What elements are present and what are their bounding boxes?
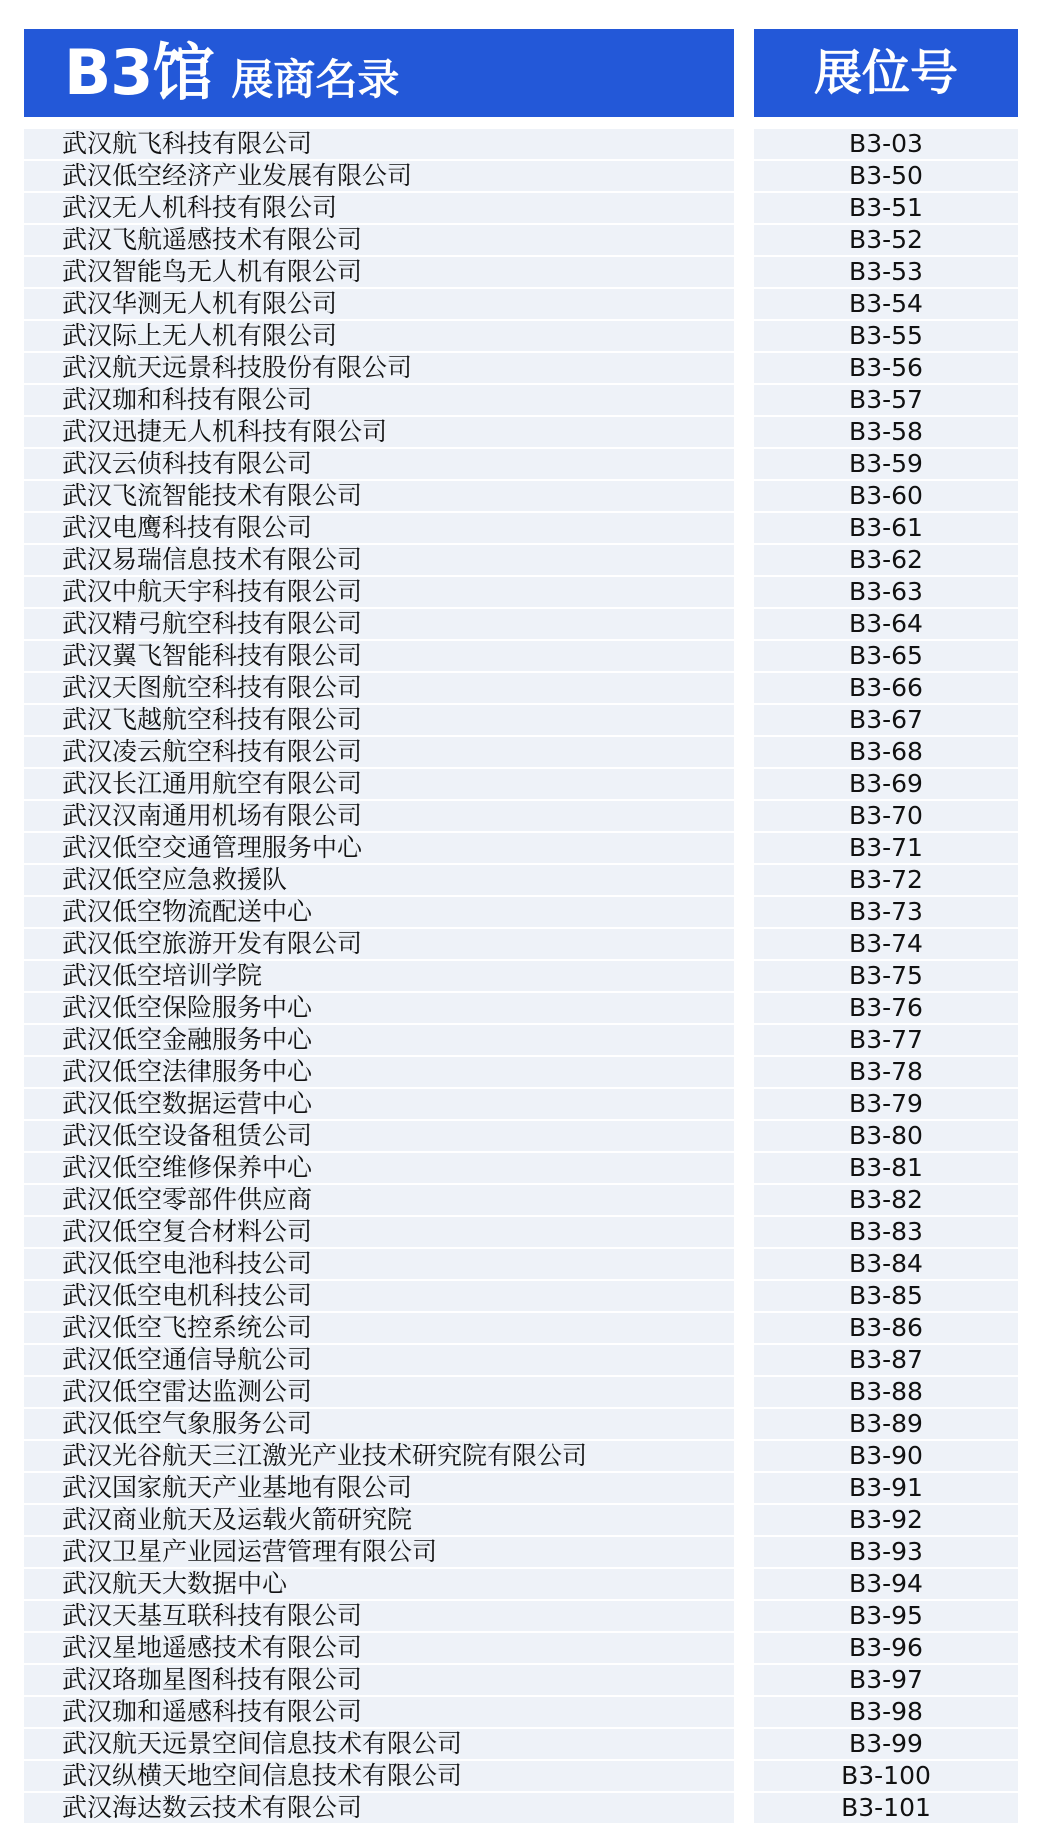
exhibitor-name: 武汉低空培训学院 — [24, 961, 734, 991]
booth-number: B3-60 — [754, 481, 1018, 511]
booth-number: B3-81 — [754, 1153, 1018, 1183]
exhibitor-name: 武汉低空法律服务中心 — [24, 1057, 734, 1087]
exhibitor-name: 武汉航天大数据中心 — [24, 1569, 734, 1599]
exhibitor-name: 武汉华测无人机有限公司 — [24, 289, 734, 319]
booth-number: B3-100 — [754, 1761, 1018, 1791]
exhibitor-name: 武汉飞越航空科技有限公司 — [24, 705, 734, 735]
exhibitor-name: 武汉际上无人机有限公司 — [24, 321, 734, 351]
table-row — [0, 1537, 1047, 1569]
table-row — [0, 513, 1047, 545]
table-row — [0, 929, 1047, 961]
table-row — [0, 673, 1047, 705]
booth-number: B3-74 — [754, 929, 1018, 959]
table-row — [0, 1185, 1047, 1217]
table-row — [0, 353, 1047, 385]
exhibitor-name: 武汉天基互联科技有限公司 — [24, 1601, 734, 1631]
booth-number: B3-95 — [754, 1601, 1018, 1631]
table-row — [0, 1409, 1047, 1441]
table-row — [0, 1057, 1047, 1089]
table-row — [0, 1473, 1047, 1505]
exhibitor-name: 武汉飞流智能技术有限公司 — [24, 481, 734, 511]
booth-number: B3-73 — [754, 897, 1018, 927]
table-row — [0, 1313, 1047, 1345]
exhibitor-name: 武汉光谷航天三江激光产业技术研究院有限公司 — [24, 1441, 734, 1471]
booth-number: B3-101 — [754, 1793, 1018, 1823]
table-row — [0, 289, 1047, 321]
booth-number: B3-83 — [754, 1217, 1018, 1247]
booth-number: B3-82 — [754, 1185, 1018, 1215]
exhibitor-name: 武汉低空维修保养中心 — [24, 1153, 734, 1183]
table-row — [0, 1697, 1047, 1729]
booth-number: B3-94 — [754, 1569, 1018, 1599]
table-row — [0, 1089, 1047, 1121]
table-row — [0, 865, 1047, 897]
booth-number: B3-84 — [754, 1249, 1018, 1279]
booth-number: B3-54 — [754, 289, 1018, 319]
table-row — [0, 417, 1047, 449]
table-row — [0, 545, 1047, 577]
table-row — [0, 897, 1047, 929]
booth-number: B3-75 — [754, 961, 1018, 991]
exhibitor-name: 武汉无人机科技有限公司 — [24, 193, 734, 223]
exhibitor-name: 武汉低空雷达监测公司 — [24, 1377, 734, 1407]
table-row — [0, 1121, 1047, 1153]
exhibitor-name: 武汉珈和遥感科技有限公司 — [24, 1697, 734, 1727]
table-row — [0, 1601, 1047, 1633]
booth-number: B3-97 — [754, 1665, 1018, 1695]
directory-subtitle: 展商名录 — [231, 55, 400, 104]
booth-number: B3-79 — [754, 1089, 1018, 1119]
booth-number: B3-77 — [754, 1025, 1018, 1055]
exhibitor-name: 武汉纵横天地空间信息技术有限公司 — [24, 1761, 734, 1791]
table-row — [0, 1665, 1047, 1697]
booth-number: B3-68 — [754, 737, 1018, 767]
booth-number: B3-78 — [754, 1057, 1018, 1087]
exhibitor-name: 武汉迅捷无人机科技有限公司 — [24, 417, 734, 447]
booth-number: B3-71 — [754, 833, 1018, 863]
booth-number: B3-93 — [754, 1537, 1018, 1567]
exhibitor-name: 武汉低空交通管理服务中心 — [24, 833, 734, 863]
table-row — [0, 1377, 1047, 1409]
table-row — [0, 577, 1047, 609]
booth-number: B3-59 — [754, 449, 1018, 479]
exhibitor-name: 武汉低空通信导航公司 — [24, 1345, 734, 1375]
table-row — [0, 833, 1047, 865]
exhibitor-name: 武汉低空物流配送中心 — [24, 897, 734, 927]
table-row — [0, 1441, 1047, 1473]
table-row — [0, 1217, 1047, 1249]
table-row — [0, 161, 1047, 193]
exhibitor-name: 武汉低空设备租赁公司 — [24, 1121, 734, 1151]
exhibitor-name: 武汉天图航空科技有限公司 — [24, 673, 734, 703]
exhibitor-name: 武汉低空零部件供应商 — [24, 1185, 734, 1215]
exhibitor-name: 武汉航天远景科技股份有限公司 — [24, 353, 734, 383]
booth-number: B3-61 — [754, 513, 1018, 543]
booth-number: B3-87 — [754, 1345, 1018, 1375]
booth-number: B3-69 — [754, 769, 1018, 799]
booth-number: B3-64 — [754, 609, 1018, 639]
exhibitor-name: 武汉飞航遥感技术有限公司 — [24, 225, 734, 255]
booth-number: B3-03 — [754, 129, 1018, 159]
booth-number: B3-85 — [754, 1281, 1018, 1311]
table-row — [0, 705, 1047, 737]
booth-number: B3-96 — [754, 1633, 1018, 1663]
exhibitor-name: 武汉低空应急救援队 — [24, 865, 734, 895]
exhibitor-name: 武汉低空数据运营中心 — [24, 1089, 734, 1119]
booth-number: B3-80 — [754, 1121, 1018, 1151]
directory-title-banner — [24, 29, 734, 117]
table-row — [0, 737, 1047, 769]
exhibitor-name: 武汉低空经济产业发展有限公司 — [24, 161, 734, 191]
exhibitor-name: 武汉海达数云技术有限公司 — [24, 1793, 734, 1823]
booth-number: B3-66 — [754, 673, 1018, 703]
exhibitor-name: 武汉翼飞智能科技有限公司 — [24, 641, 734, 671]
exhibitor-list — [0, 129, 1047, 1825]
table-row — [0, 193, 1047, 225]
exhibitor-name: 武汉汉南通用机场有限公司 — [24, 801, 734, 831]
booth-number: B3-53 — [754, 257, 1018, 287]
table-row — [0, 609, 1047, 641]
exhibitor-name: 武汉精弓航空科技有限公司 — [24, 609, 734, 639]
booth-number: B3-86 — [754, 1313, 1018, 1343]
hall-title: B3馆 — [64, 36, 214, 109]
exhibitor-name: 武汉商业航天及运载火箭研究院 — [24, 1505, 734, 1535]
table-row — [0, 1025, 1047, 1057]
table-row — [0, 257, 1047, 289]
booth-number: B3-56 — [754, 353, 1018, 383]
table-row — [0, 1249, 1047, 1281]
table-row — [0, 225, 1047, 257]
exhibitor-name: 武汉低空金融服务中心 — [24, 1025, 734, 1055]
booth-number: B3-88 — [754, 1377, 1018, 1407]
exhibitor-name: 武汉航天远景空间信息技术有限公司 — [24, 1729, 734, 1759]
booth-number: B3-89 — [754, 1409, 1018, 1439]
table-row — [0, 385, 1047, 417]
exhibitor-name: 武汉星地遥感技术有限公司 — [24, 1633, 734, 1663]
exhibitor-name: 武汉凌云航空科技有限公司 — [24, 737, 734, 767]
table-row — [0, 1761, 1047, 1793]
table-row — [0, 449, 1047, 481]
table-row — [0, 801, 1047, 833]
booth-number: B3-67 — [754, 705, 1018, 735]
booth-number: B3-99 — [754, 1729, 1018, 1759]
booth-number: B3-55 — [754, 321, 1018, 351]
table-row — [0, 1281, 1047, 1313]
table-row — [0, 1729, 1047, 1761]
exhibitor-name: 武汉低空飞控系统公司 — [24, 1313, 734, 1343]
table-row — [0, 481, 1047, 513]
booth-number: B3-92 — [754, 1505, 1018, 1535]
booth-number: B3-58 — [754, 417, 1018, 447]
table-row — [0, 641, 1047, 673]
table-row — [0, 321, 1047, 353]
exhibitor-name: 武汉易瑞信息技术有限公司 — [24, 545, 734, 575]
table-row — [0, 1793, 1047, 1825]
exhibitor-name: 武汉云侦科技有限公司 — [24, 449, 734, 479]
booth-number: B3-50 — [754, 161, 1018, 191]
exhibitor-name: 武汉低空电机科技公司 — [24, 1281, 734, 1311]
exhibitor-name: 武汉国家航天产业基地有限公司 — [24, 1473, 734, 1503]
table-row — [0, 1633, 1047, 1665]
table-row — [0, 1569, 1047, 1601]
booth-number: B3-57 — [754, 385, 1018, 415]
table-row — [0, 993, 1047, 1025]
exhibitor-name: 武汉低空复合材料公司 — [24, 1217, 734, 1247]
table-row — [0, 961, 1047, 993]
exhibitor-name: 武汉电鹰科技有限公司 — [24, 513, 734, 543]
exhibitor-name: 武汉珞珈星图科技有限公司 — [24, 1665, 734, 1695]
booth-number: B3-63 — [754, 577, 1018, 607]
table-row — [0, 129, 1047, 161]
exhibitor-name: 武汉中航天宇科技有限公司 — [24, 577, 734, 607]
booth-number: B3-76 — [754, 993, 1018, 1023]
table-row — [0, 1505, 1047, 1537]
booth-number: B3-91 — [754, 1473, 1018, 1503]
exhibitor-name: 武汉长江通用航空有限公司 — [24, 769, 734, 799]
booth-number: B3-90 — [754, 1441, 1018, 1471]
exhibitor-name: 武汉珈和科技有限公司 — [24, 385, 734, 415]
exhibitor-name: 武汉低空气象服务公司 — [24, 1409, 734, 1439]
exhibitor-name: 武汉低空电池科技公司 — [24, 1249, 734, 1279]
table-row — [0, 1153, 1047, 1185]
booth-number: B3-98 — [754, 1697, 1018, 1727]
booth-column-header: 展位号 — [754, 29, 1018, 117]
booth-number: B3-52 — [754, 225, 1018, 255]
exhibitor-name: 武汉航飞科技有限公司 — [24, 129, 734, 159]
table-row — [0, 769, 1047, 801]
booth-number: B3-72 — [754, 865, 1018, 895]
booth-number: B3-70 — [754, 801, 1018, 831]
exhibitor-name: 武汉低空旅游开发有限公司 — [24, 929, 734, 959]
exhibitor-name: 武汉卫星产业园运营管理有限公司 — [24, 1537, 734, 1567]
booth-number: B3-51 — [754, 193, 1018, 223]
booth-number: B3-65 — [754, 641, 1018, 671]
exhibitor-name: 武汉低空保险服务中心 — [24, 993, 734, 1023]
exhibitor-name: 武汉智能鸟无人机有限公司 — [24, 257, 734, 287]
table-row — [0, 1345, 1047, 1377]
booth-number: B3-62 — [754, 545, 1018, 575]
